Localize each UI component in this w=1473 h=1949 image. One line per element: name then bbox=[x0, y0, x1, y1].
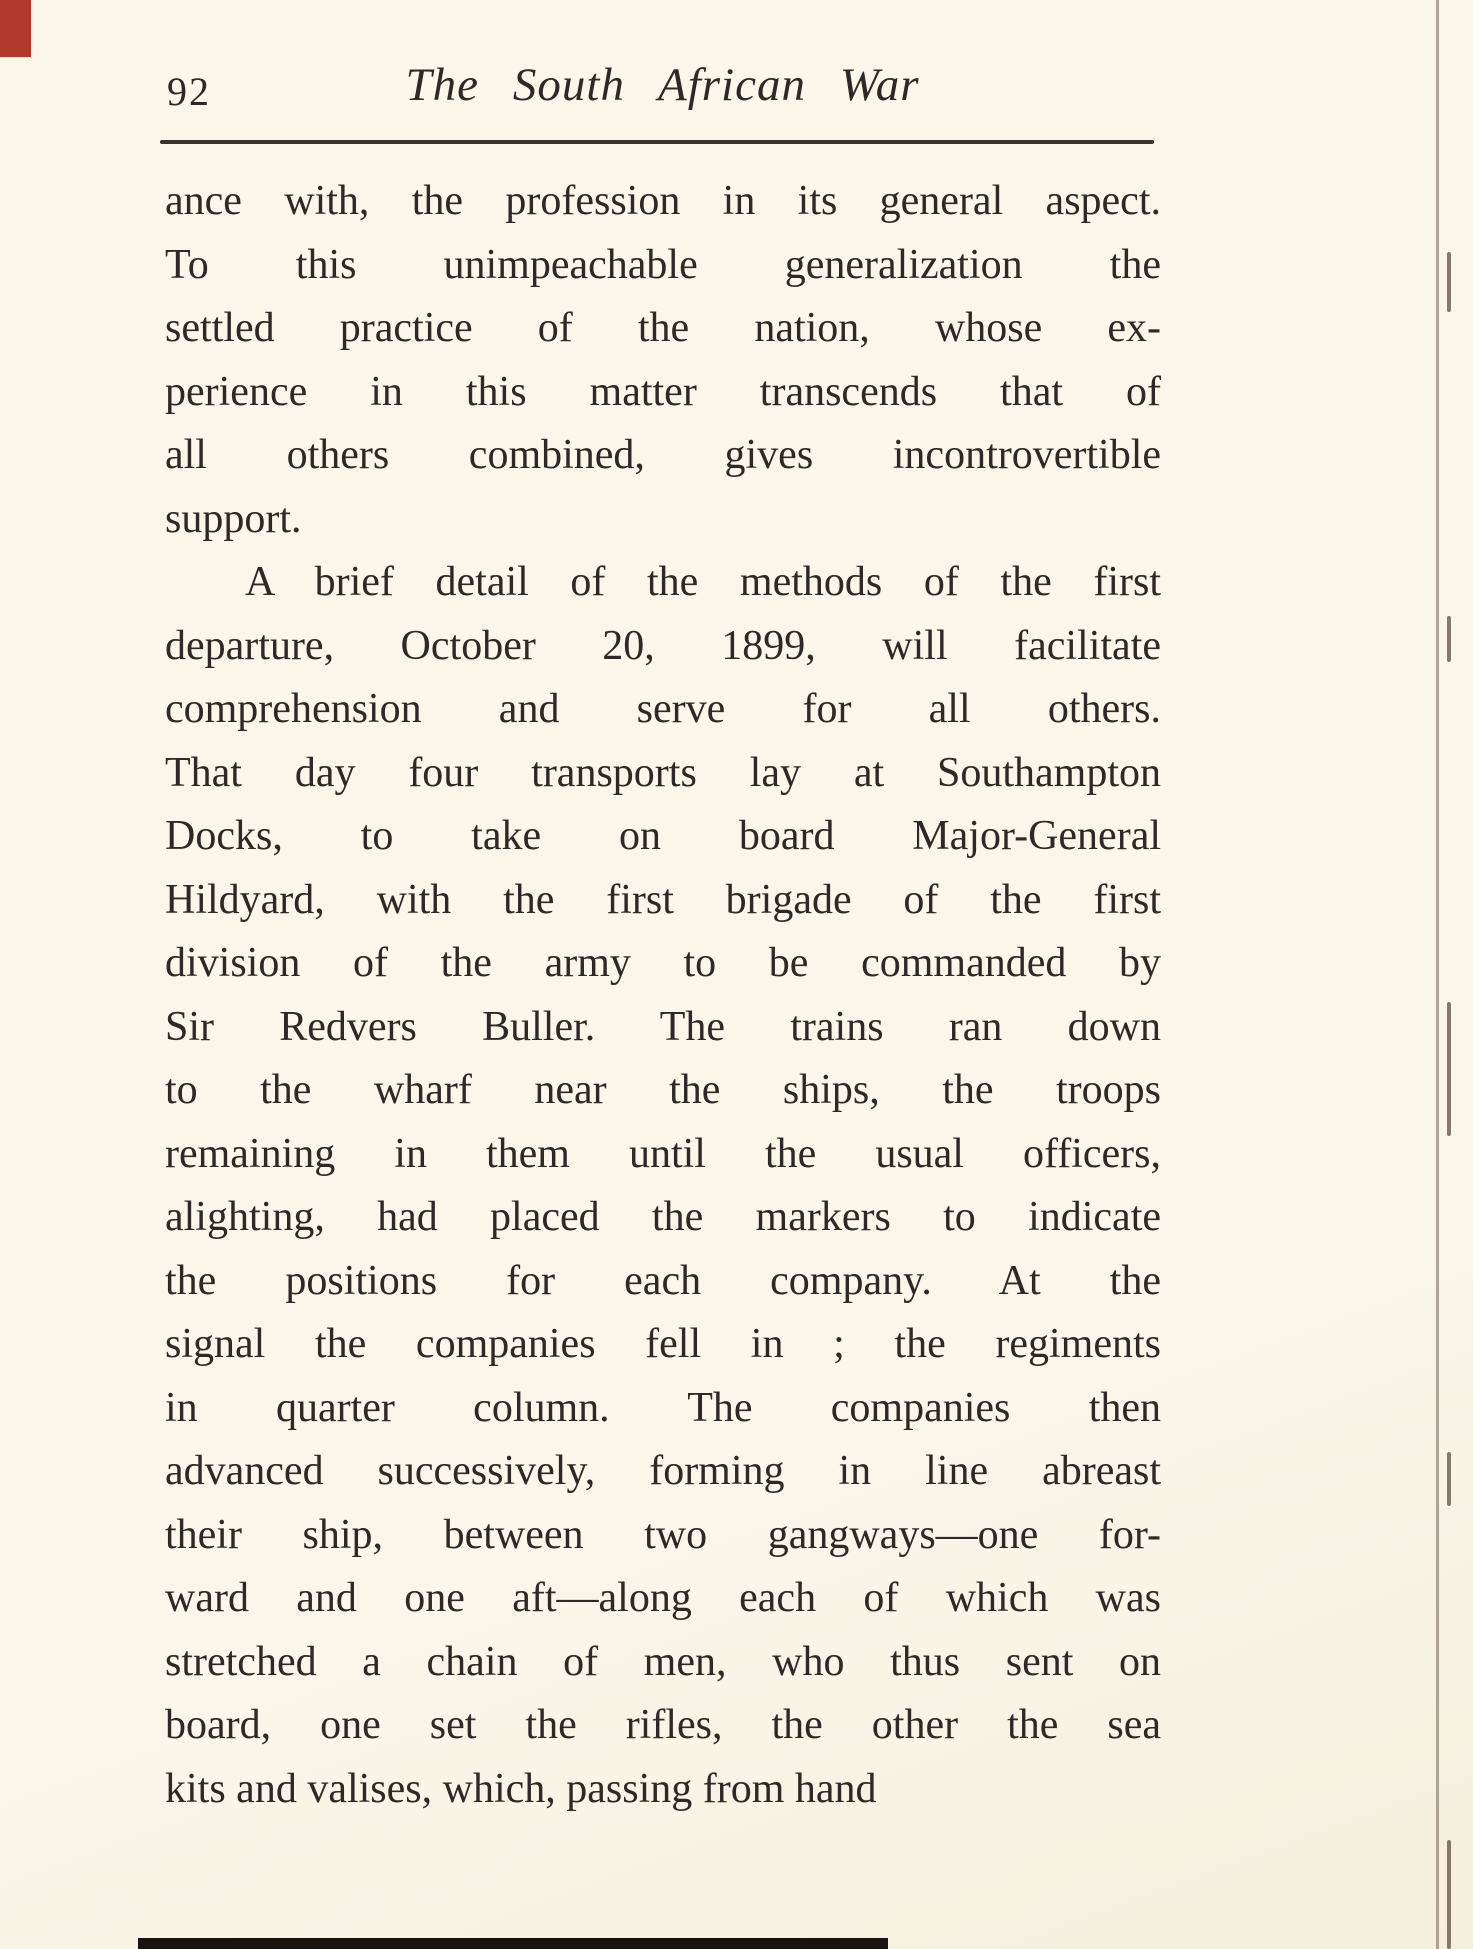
text-line: board, one set the rifles, the other the sea bbox=[165, 1702, 1161, 1748]
text-line: signal the companies fell in ; the regiments bbox=[165, 1321, 1161, 1367]
page-header bbox=[165, 58, 1160, 118]
text-line: all others combined, gives incontrovertible bbox=[165, 432, 1161, 478]
text-line: To this unimpeachable generalization the bbox=[165, 241, 1161, 288]
text-line: That day four transports lay at Southampton bbox=[165, 749, 1161, 796]
running-title: The South African War bbox=[405, 59, 920, 111]
text-line: Docks, to take on board Major-General bbox=[165, 813, 1161, 859]
bottom-scan-bar bbox=[138, 1938, 888, 1949]
text-line: advanced successively, forming in line abreast bbox=[165, 1448, 1161, 1494]
body-text bbox=[165, 170, 1161, 1821]
text-line: ance with, the profession in its general aspect. bbox=[165, 178, 1161, 224]
header-rule bbox=[160, 140, 1154, 144]
text-line: alighting, had placed the markers to indicate bbox=[165, 1194, 1161, 1240]
text-line: remaining in them until the usual officers, bbox=[165, 1130, 1161, 1177]
text-line: Sir Redvers Buller. The trains ran down bbox=[165, 1003, 1161, 1050]
text-line: the positions for each company. At the bbox=[165, 1257, 1161, 1304]
edge-scan-mark bbox=[1447, 1002, 1451, 1136]
text-line: kits and valises, which, passing from hand bbox=[165, 1765, 877, 1812]
text-line: division of the army to be commanded by bbox=[165, 940, 1161, 986]
edge-scan-mark bbox=[1447, 252, 1451, 312]
text-line: A brief detail of the methods of the first bbox=[245, 559, 1161, 605]
edge-scan-mark bbox=[1447, 1840, 1451, 1949]
text-line: their ship, between two gangways—one for- bbox=[165, 1511, 1161, 1558]
text-line: in quarter column. The companies then bbox=[165, 1384, 1161, 1431]
page-edge-line bbox=[1436, 0, 1439, 1949]
page-number: 92 bbox=[167, 69, 211, 114]
text-line: settled practice of the nation, whose ex- bbox=[165, 305, 1161, 351]
text-line: comprehension and serve for all others. bbox=[165, 686, 1161, 732]
edge-scan-mark bbox=[1447, 1452, 1451, 1506]
text-line: to the wharf near the ships, the troops bbox=[165, 1067, 1161, 1113]
text-line: perience in this matter transcends that of bbox=[165, 368, 1161, 415]
edge-scan-mark bbox=[1447, 616, 1451, 662]
text-line: departure, October 20, 1899, will facilitate bbox=[165, 622, 1161, 669]
text-line: ward and one aft—along each of which was bbox=[165, 1575, 1161, 1621]
text-line: Hildyard, with the first brigade of the first bbox=[165, 876, 1161, 923]
text-line: support. bbox=[165, 495, 302, 542]
red-ink-mark bbox=[0, 0, 31, 57]
text-line: stretched a chain of men, who thus sent on bbox=[165, 1638, 1161, 1685]
